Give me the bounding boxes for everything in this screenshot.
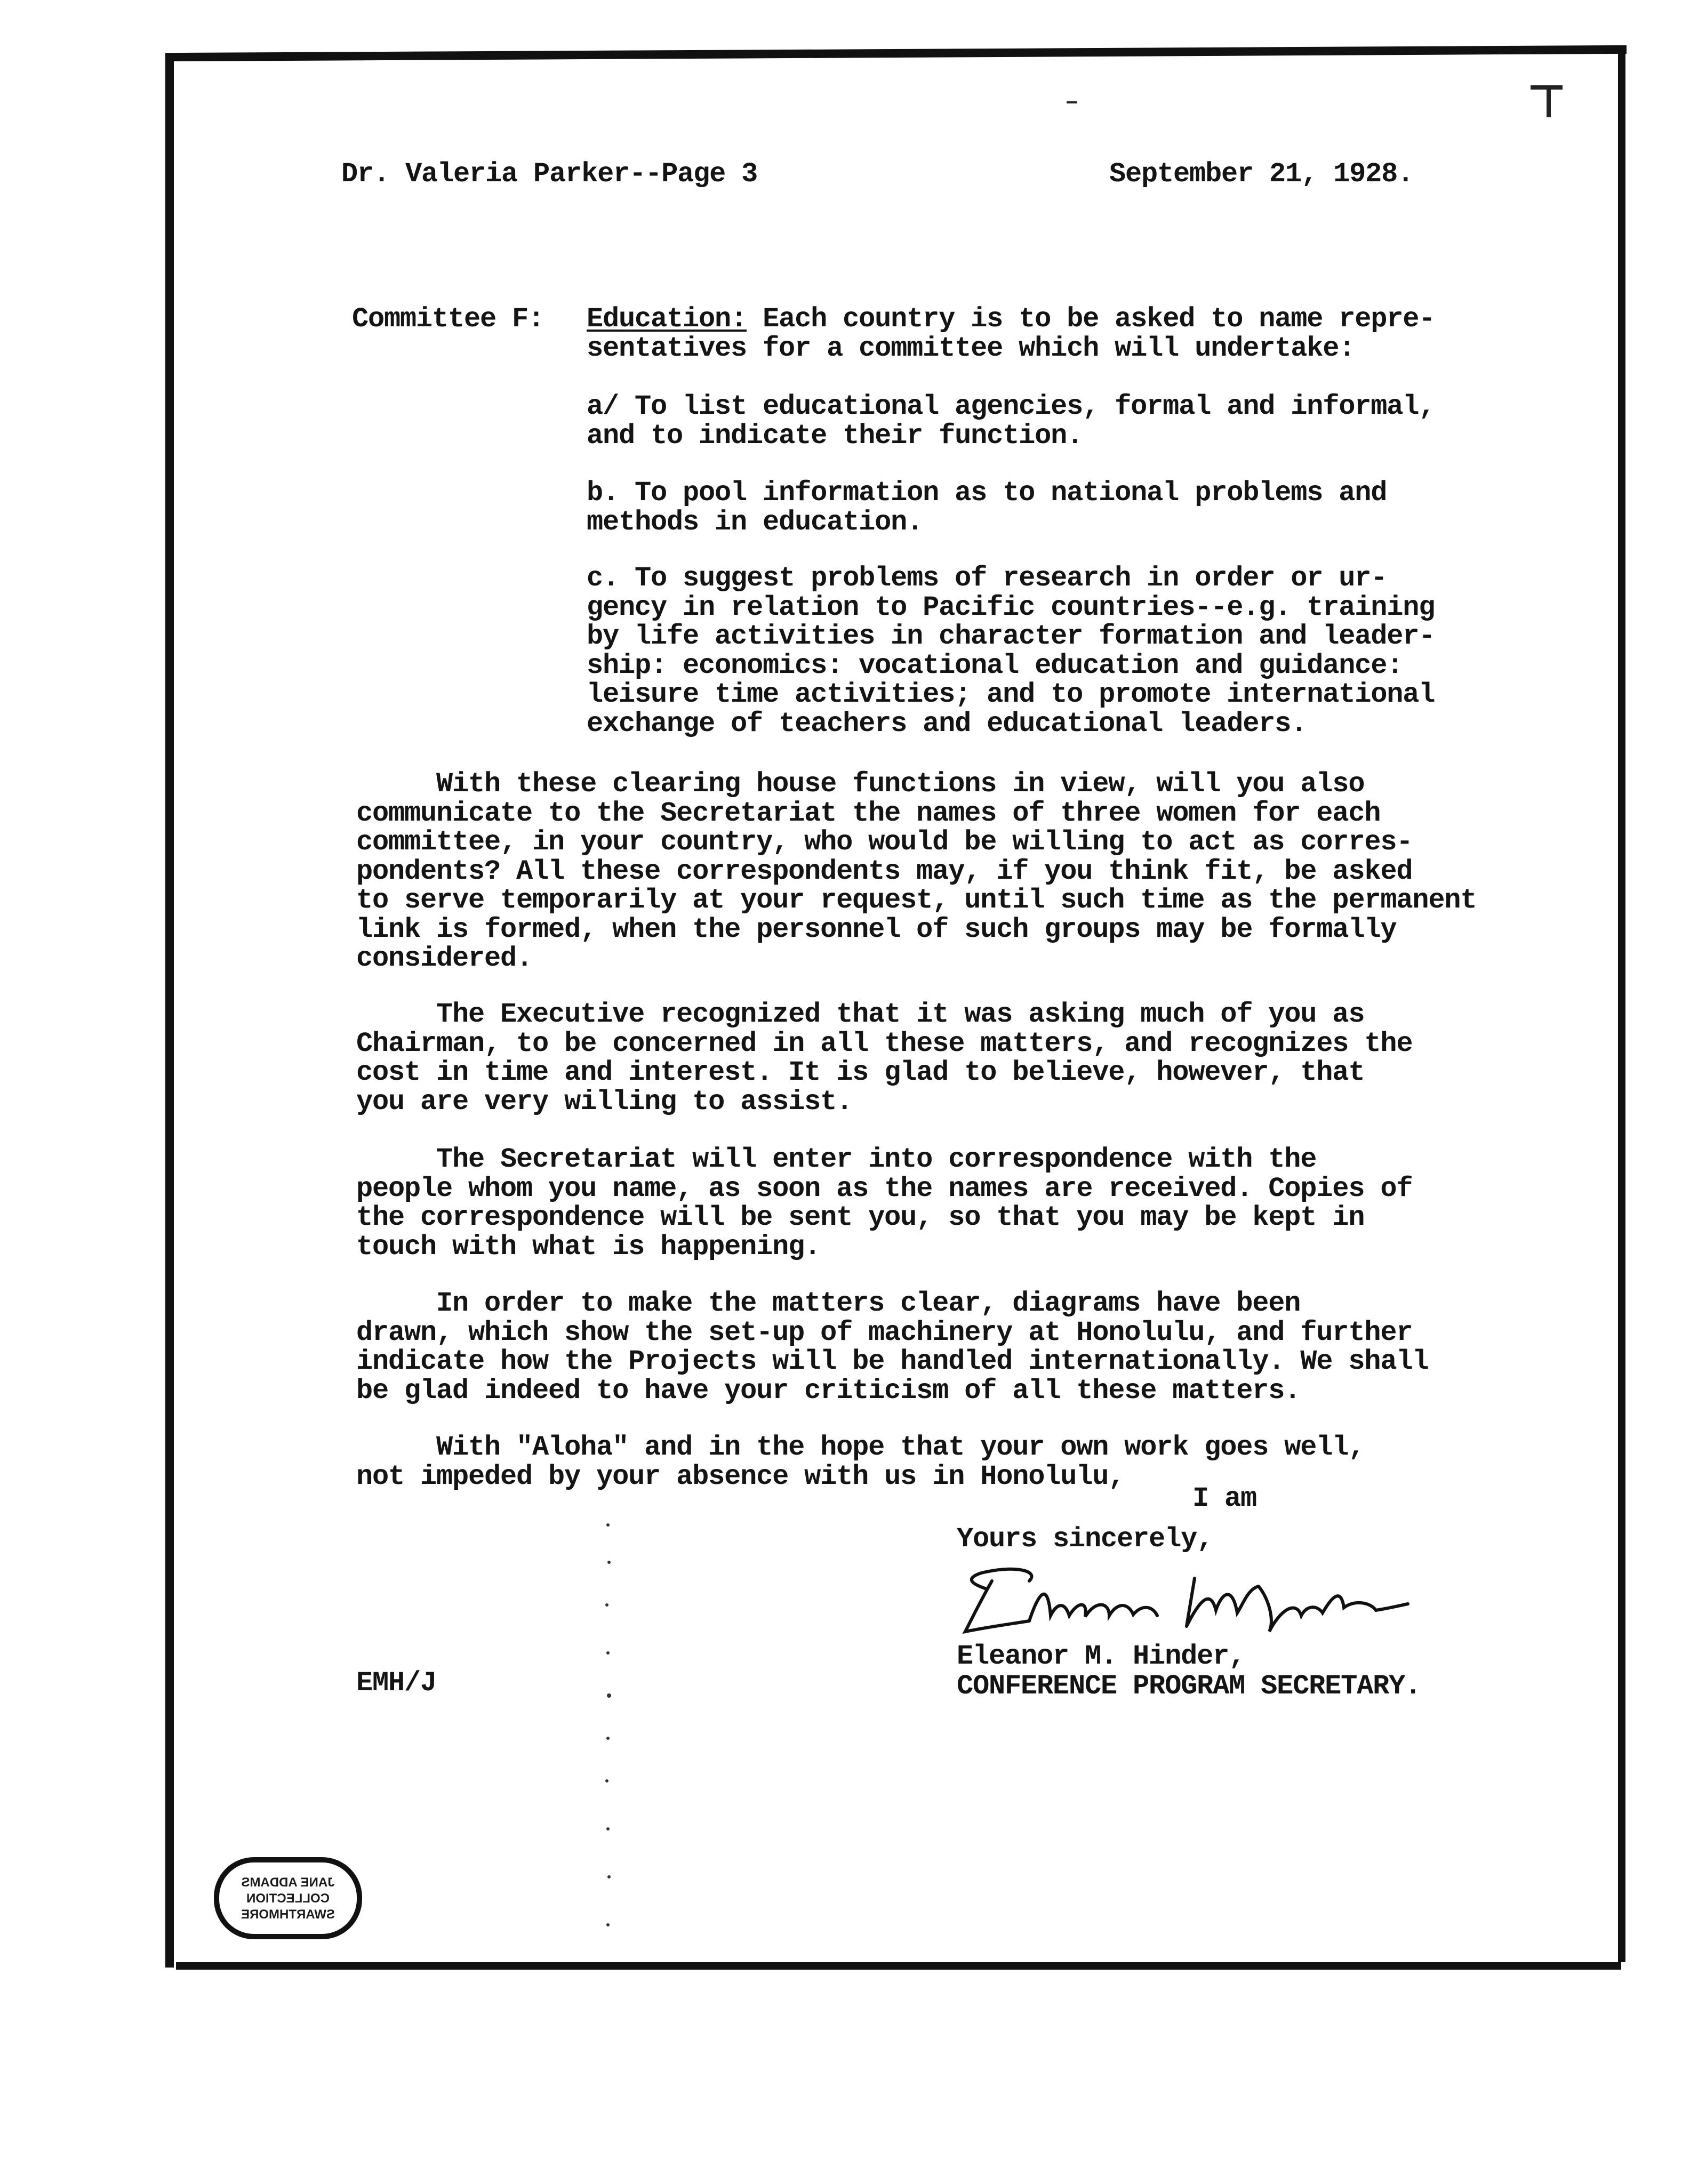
stamp-line-3: SWARTHMORE — [241, 1907, 335, 1922]
scan-border-left — [165, 59, 174, 1968]
letter-date: September 21, 1928. — [1109, 158, 1414, 190]
scan-border-right — [1618, 53, 1625, 1962]
page-header-recipient: Dr. Valeria Parker--Page 3 — [341, 158, 758, 190]
signer-name: Eleanor M. Hinder, — [957, 1641, 1245, 1672]
handwritten-signature — [949, 1557, 1419, 1648]
paragraph-diagrams: In order to make the matters clear, diagrams have been drawn, which show the set-up of machinery at Honolulu, and further indicate how the Projects will be handled internationally. We shall be glad indeed to have your criticism of all these matters. — [356, 1288, 1429, 1407]
scan-speckle-column — [597, 1514, 619, 1952]
signer-title: CONFERENCE PROGRAM SECRETARY. — [957, 1671, 1421, 1702]
paragraph-clearing-house: With these clearing house functions in view, will you also communicate to the Secretariat the names of three women for each committee, in your country, who would be willing to act as corres- pondents? All these correspondents may, if you think fit, be asked to serve temporarily at your request, until such time as the permanent link is formed, when the personnel of such groups may be formally considered. — [356, 768, 1477, 974]
paragraph-secretariat: The Secretariat will enter into correspondence with the people whom you name, as soon as the names are received. Copies of the correspondence will be sent you, so that you may be kept in touch with what is happening. — [356, 1144, 1413, 1263]
paragraph-aloha: With "Aloha" and in the hope that your own work goes well, not impeded by your absence with us in Honolulu, — [356, 1432, 1365, 1492]
committee-intro-line1: Each country is to be asked to name repre- — [747, 303, 1435, 335]
closing-i-am: I am — [1192, 1483, 1257, 1514]
typist-initials: EMH/J — [356, 1667, 437, 1699]
committee-item-a: a/ To list educational agencies, formal and informal, and to indicate their function. — [587, 391, 1435, 452]
committee-intro — [587, 305, 1435, 363]
scan-speck — [1547, 85, 1551, 117]
stamp-line-1: JANE ADDAMS — [241, 1875, 335, 1890]
scan-speck — [1067, 101, 1077, 103]
committee-item-c: c. To suggest problems of research in order or ur- gency in relation to Pacific countries--e.g. training by life activities in character formation and leader- ship: economics: vocational education and guidance: leisure time activities; and to promote international exchange of teachers and educational leaders. — [587, 563, 1435, 740]
paragraph-executive: The Executive recognized that it was asking much of you as Chairman, to be concerned in all these matters, and recognizes the cost in time and interest. It is glad to believe, however, that you are very willing to assist. — [356, 999, 1413, 1118]
closing-sincerely: Yours sincerely, — [957, 1523, 1213, 1555]
committee-item-b: b. To pool information as to national problems and methods in education. — [587, 477, 1387, 538]
committee-intro-line2: sentatives for a committee which will undertake: — [587, 332, 1355, 364]
scan-border-bottom — [176, 1962, 1621, 1970]
committee-topic: Education: — [587, 303, 747, 335]
stamp-line-2: COLLECTION — [246, 1891, 330, 1906]
committee-label: Committee F: — [352, 303, 544, 335]
scan-border-top — [165, 45, 1627, 61]
archive-stamp — [213, 1856, 363, 1941]
